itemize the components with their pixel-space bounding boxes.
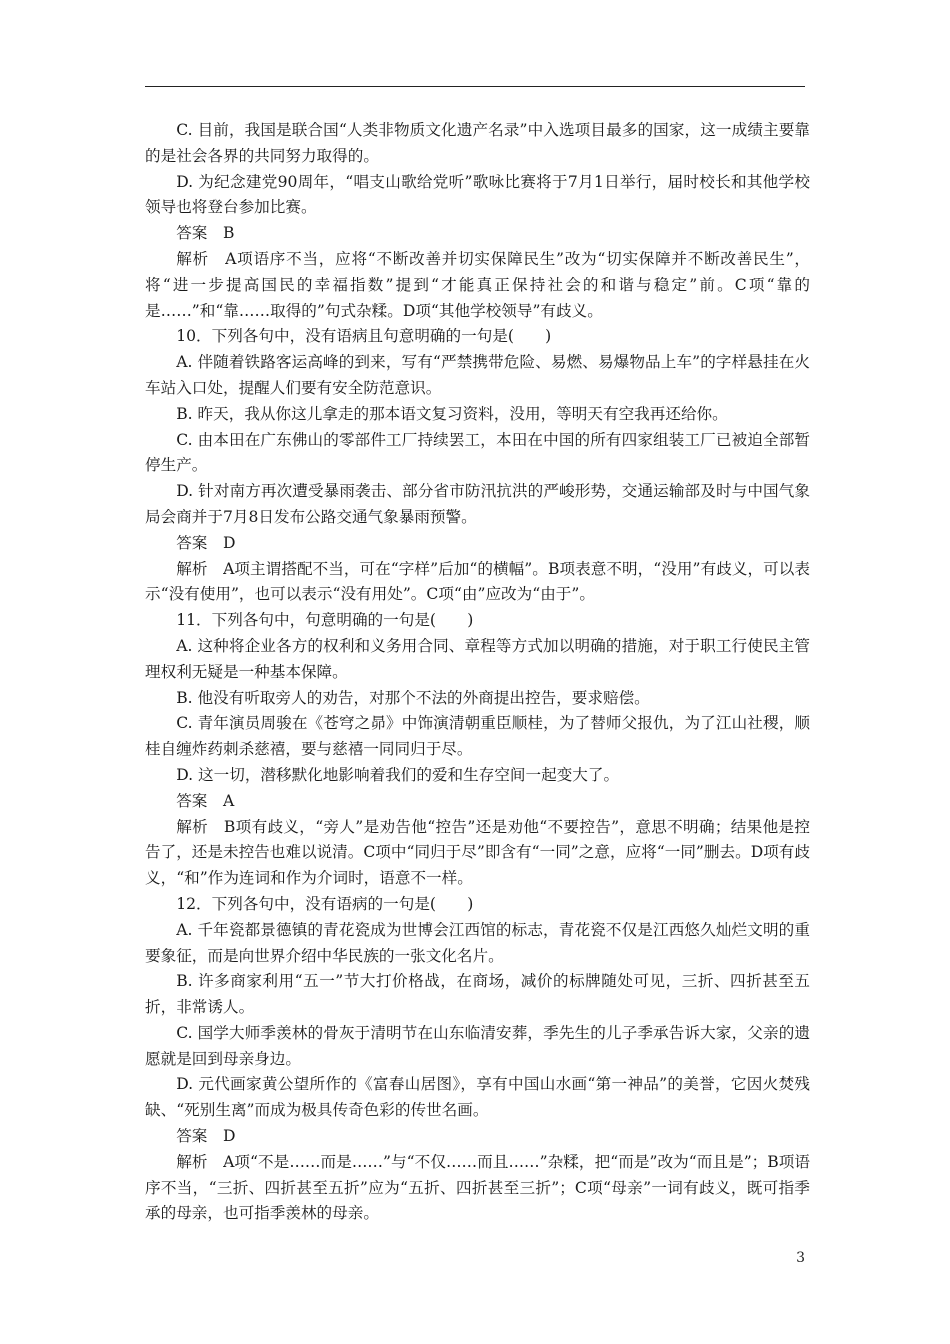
paragraph: B. 许多商家利用“五一”节大打价格战，在商场，减价的标牌随处可见，三折、四折甚至五折，非常诱人。 xyxy=(145,972,810,1017)
paragraph: 12．下列各句中，没有语病的一句是( ) xyxy=(176,894,474,913)
paragraph: 答案 D xyxy=(176,1127,236,1146)
paragraph: 解析 A项语序不当，应将“不断改善并切实保障民生”改为“切实保障并不断改善民生”，将“进一步提高国民的幸福指数”提到“才能真正保持社会的和谐与稳定”前。C项“靠的是……”和“靠……取得的”句式杂糅。D项“其他学校领导”有歧义。 xyxy=(145,249,810,320)
page-number: 3 xyxy=(796,1250,805,1266)
paragraph: 答案 B xyxy=(176,224,235,243)
paragraph: C. 由本田在广东佛山的零部件工厂持续罢工，本田在中国的所有四家组装工厂已被迫全部暂停生产。 xyxy=(145,430,810,475)
paragraph: D. 这一切，潜移默化地影响着我们的爱和生存空间一起变大了。 xyxy=(176,765,620,784)
header-rule xyxy=(145,86,805,87)
document-body xyxy=(145,118,810,1227)
paragraph: 答案 A xyxy=(176,791,235,810)
paragraph: B. 他没有听取旁人的劝告，对那个不法的外商提出控告，要求赔偿。 xyxy=(176,688,650,707)
paragraph: 解析 A项“不是……而是……”与“不仅……而且……”杂糅，把“而是”改为“而且是”；B项语序不当，“三折、四折甚至五折”应为“五折、四折甚至三折”；C项“母亲”一词有歧义，既可指季承的母亲，也可指季羡林的母亲。 xyxy=(145,1152,810,1223)
paragraph: D. 为纪念建党90周年，“唱支山歌给党听”歌咏比赛将于7月1日举行，届时校长和其他学校领导也将登台参加比赛。 xyxy=(145,172,810,217)
paragraph: C. 目前，我国是联合国“人类非物质文化遗产名录”中入选项目最多的国家，这一成绩主要靠的是社会各界的共同努力取得的。 xyxy=(145,121,810,165)
paragraph: 11．下列各句中，句意明确的一句是( ) xyxy=(176,611,474,630)
paragraph: 答案 D xyxy=(176,533,236,552)
paragraph: 解析 B项有歧义，“旁人”是劝告他“控告”还是劝他“不要控告”，意思不明确；结果他是控告了，还是未控告也难以说清。C项中“同归于尽”即含有“一同”之意，应将“一同”删去。D项有歧义，“和”作为连词和作为介词时，语意不一样。 xyxy=(145,817,810,888)
paragraph: C. 青年演员周骏在《苍穹之昴》中饰演清朝重臣顺桂，为了替师父报仇，为了江山社稷，顺桂自缠炸药刺杀慈禧，要与慈禧一同同归于尽。 xyxy=(145,714,810,759)
paragraph: 解析 A项主谓搭配不当，可在“字样”后加“的横幅”。B项表意不明，“没用”有歧义，可以表示“没有使用”，也可以表示“没有用处”。C项“由”应改为“由于”。 xyxy=(145,559,810,604)
paragraph: C. 国学大师季羡林的骨灰于清明节在山东临清安葬，季先生的儿子季承告诉大家，父亲的遗愿就是回到母亲身边。 xyxy=(145,1023,810,1068)
paragraph: D. 针对南方再次遭受暴雨袭击、部分省市防汛抗洪的严峻形势，交通运输部及时与中国气象局会商并于7月8日发布公路交通气象暴雨预警。 xyxy=(145,482,810,526)
paragraph: A. 这种将企业各方的权利和义务用合同、章程等方式加以明确的措施，对于职工行使民主管理权利无疑是一种基本保障。 xyxy=(145,636,810,681)
paragraph: 10．下列各句中，没有语病且句意明确的一句是( ) xyxy=(176,327,552,346)
paragraph: A. 伴随着铁路客运高峰的到来，写有“严禁携带危险、易燃、易爆物品上车”的字样悬挂在火车站入口处，提醒人们要有安全防范意识。 xyxy=(145,353,810,397)
paragraph: B. 昨天，我从你这儿拿走的那本语文复习资料，没用，等明天有空我再还给你。 xyxy=(176,404,728,423)
paragraph: A. 千年瓷都景德镇的青花瓷成为世博会江西馆的标志，青花瓷不仅是江西悠久灿烂文明的重要象征，而是向世界介绍中华民族的一张文化名片。 xyxy=(145,920,810,965)
paragraph: D. 元代画家黄公望所作的《富春山居图》，享有中国山水画“第一神品”的美誉，它因火焚残缺、“死别生离”而成为极具传奇色彩的传世名画。 xyxy=(145,1075,810,1120)
